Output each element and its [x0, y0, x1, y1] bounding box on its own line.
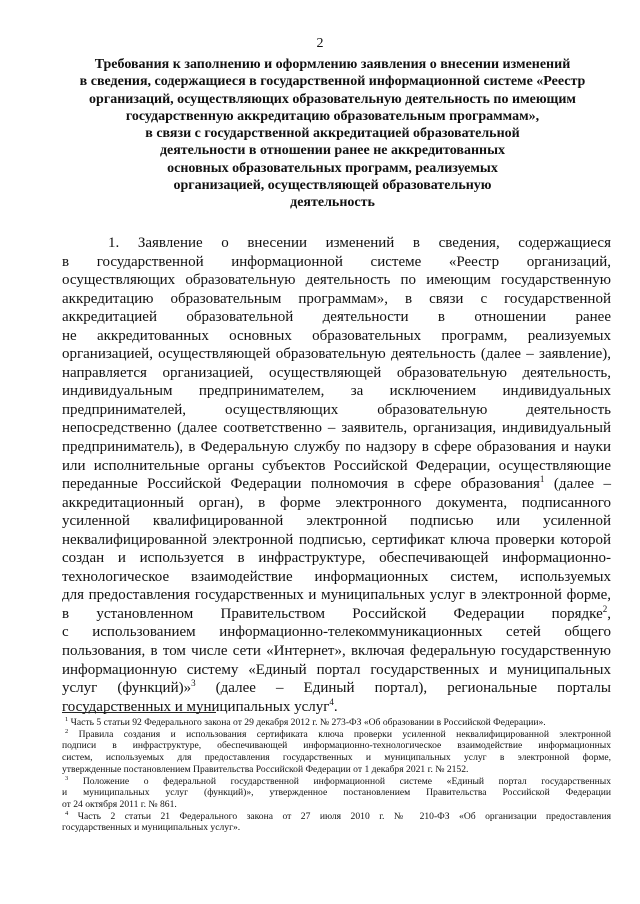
footnote-number: 1	[65, 716, 69, 723]
title-line: в связи с государственной аккредитацией образовательной	[145, 126, 520, 142]
paragraph-line: осуществляющих образовательную деятельность по имеющим государственную	[62, 272, 611, 289]
footnote-separator	[62, 712, 216, 713]
line-text: Положение о федеральной государственной информационной системе «Единый портал государственных	[82, 775, 611, 787]
line-text: Правила создания и использования сертификата ключа проверки усиленной неквалифицированной электронной	[78, 728, 611, 740]
footnote-ref[interactable]: 4	[329, 696, 334, 707]
footnote-line: от 24 октября 2011 г. № 861.	[62, 798, 177, 810]
footnote-line	[62, 717, 611, 729]
line-text: государственных и муниципальных услуг	[62, 698, 330, 715]
footnote-number: 3	[65, 774, 69, 782]
paragraph-line: 1. Заявление о внесении изменений в сведения, содержащиеся	[108, 235, 611, 251]
title-line: деятельности в отношении ранее не аккредитованных	[159, 143, 506, 159]
line-text: .	[333, 698, 338, 715]
paragraph-line: не аккредитованных основных образовательных программ, реализуемых	[62, 327, 611, 344]
footnote-line	[62, 776, 611, 788]
paragraph-line: аккредитацией образовательной деятельности в отношении ранее	[62, 309, 611, 326]
footnote-ref[interactable]: 1	[539, 474, 545, 485]
paragraph-line: в государственной информационной системе «Реестр организаций,	[62, 253, 611, 270]
paragraph-line	[62, 605, 611, 624]
paragraph-line	[62, 698, 611, 717]
paragraph-line: аккредитационный орган), в форме электронного документа, подписанного	[62, 494, 611, 511]
footnote-line: и муниципальных услуг (функций)», утвержденное постановлением Правительства Российской Федерации	[62, 787, 611, 799]
paragraph-line: для предоставления государственных и муниципальных услуг в электронной форме,	[62, 587, 611, 604]
footnote-number: 2	[65, 727, 69, 735]
footnote-2	[62, 729, 611, 776]
title-line: в сведения, содержащиеся в государственной информационной системе «Реестр	[79, 74, 586, 90]
line-text: переданные Российской Федерации полномочия в сфере образования	[62, 476, 540, 493]
document-title	[70, 56, 595, 212]
paragraph-line: усиленной квалифицированной электронной подписью или усиленной	[62, 513, 611, 530]
footnote-line: государственных и муниципальных услуг».	[62, 822, 241, 834]
paragraph-line: неквалифицированной электронной подписью, сертификат ключа проверки которой	[62, 531, 611, 548]
paragraph-line: создан и используется в инфраструктуре, обеспечивающей информационно-	[62, 550, 611, 567]
footnote-line	[62, 811, 611, 823]
line-text: в установленном Правительством Российской Федерации порядке	[62, 605, 603, 622]
paragraph-line: организацией, осуществляющей образовательную деятельность (далее – заявление),	[62, 346, 611, 363]
footnote-4	[62, 811, 611, 834]
paragraph-line	[62, 679, 611, 698]
title-line: деятельность	[290, 195, 375, 211]
paragraph-line: технологическое взаимодействие информационных систем, используемых	[62, 568, 611, 585]
footnote-3	[62, 776, 611, 811]
line-text: (далее – Единый портал), региональные порталы	[195, 680, 611, 697]
footnote-ref[interactable]: 2	[602, 603, 608, 614]
paragraph-line: пользования, в том числе сети «Интернет», включая федеральную государственную	[62, 643, 611, 660]
footnote-line: утвержденные постановлением Правительства Российской Федерации от 1 декабря 2021 г. № 2152.	[62, 763, 469, 775]
paragraph-line: информационную систему «Единый портал государственных и муниципальных	[62, 661, 611, 678]
footnote-1	[62, 717, 611, 729]
title-line: организаций, осуществляющих образовательную деятельность по имеющим	[89, 91, 576, 107]
footnote-line: подписи в инфраструктуре, обеспечивающей информационно-технологическое взаимодействие информационных	[62, 740, 611, 752]
title-line: основных образовательных программ, реализуемых	[167, 160, 498, 176]
paragraph-line: аккредитацию образовательным программам», в связи с государственной	[62, 290, 611, 307]
line-text: ,	[607, 605, 611, 622]
paragraph-line: непосредственно (далее соответственно – заявитель, организация, индивидуальный	[62, 420, 611, 437]
line-text: услуг (функций)»	[62, 680, 192, 697]
paragraph-line: предпринимателей, осуществляющих образовательную деятельность	[62, 401, 611, 418]
title-line: Требования к заполнению и оформлению заявления о внесении изменений	[94, 57, 571, 72]
paragraph-line: с использованием информационно-телекоммуникационных сетей общего	[62, 624, 611, 641]
paragraph-line: предприниматель), в Федеральную службу по надзору в сфере образования и науки	[62, 439, 611, 456]
line-text: (далее –	[544, 476, 612, 493]
title-line: государственную аккредитацию образовательным программам»,	[125, 108, 540, 124]
footnote-line	[62, 729, 611, 741]
footnotes	[62, 717, 611, 834]
paragraph-line: направляется организацией, осуществляющей образовательную деятельность,	[62, 364, 611, 381]
body-paragraph-1	[62, 234, 611, 716]
line-text: Часть 2 статьи 21 Федерального закона от 27 июля 2010 г. № 210-ФЗ «Об организации предоставления	[77, 810, 611, 822]
footnote-ref[interactable]: 3	[191, 678, 196, 689]
line-text: Часть 5 статьи 92 Федерального закона от 29 декабря 2012 г. № 273-ФЗ «Об образовании в Российской Федерации».	[70, 717, 546, 728]
paragraph-line: индивидуальным предпринимателем, за исключением индивидуальных	[62, 383, 611, 400]
footnote-number: 4	[65, 809, 69, 817]
paragraph-line	[62, 475, 611, 494]
footnote-line: систем, используемых для предоставления государственных и муниципальных услуг в электронной форме,	[62, 752, 611, 764]
page-number: 2	[316, 36, 324, 51]
title-line: организацией, осуществляющей образовательную	[173, 178, 492, 194]
paragraph-line: или исполнительные органы субъектов Российской Федерации, осуществляющие	[62, 457, 611, 474]
